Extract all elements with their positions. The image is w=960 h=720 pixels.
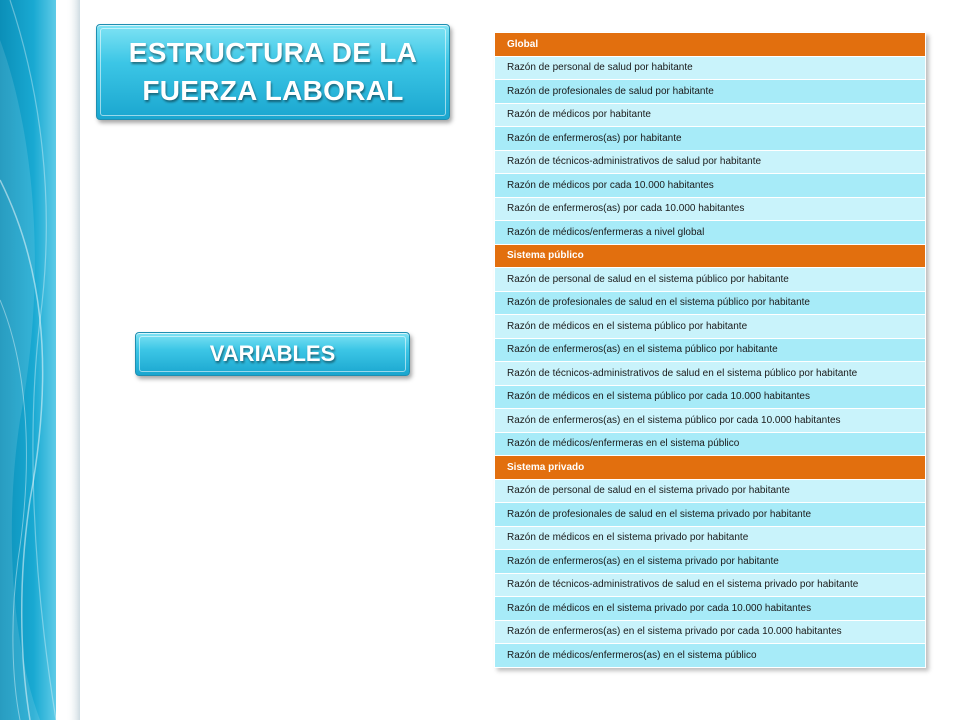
table-row [495,644,926,668]
variables-banner [135,332,410,376]
table-row [495,315,926,339]
table-row [495,56,926,80]
table-row [495,268,926,292]
section-header-row [495,244,926,268]
table-cell: Razón de médicos en el sistema público por habitante [495,315,926,339]
title-banner [96,24,450,120]
table-row [495,338,926,362]
table-cell: Razón de médicos por habitante [495,103,926,127]
table-row [495,197,926,221]
page-title-line2: FUERZA LABORAL [142,75,404,106]
table-cell: Razón de médicos en el sistema privado por cada 10.000 habitantes [495,597,926,621]
table-row [495,503,926,527]
table-row [495,362,926,386]
table-row [495,620,926,644]
table-row [495,550,926,574]
table-cell: Razón de personal de salud en el sistema público por habitante [495,268,926,292]
table-cell: Razón de personal de salud en el sistema privado por habitante [495,479,926,503]
table-row [495,573,926,597]
section-header: Sistema privado [495,456,926,480]
section-header: Global [495,33,926,57]
table-cell: Razón de profesionales de salud por habitante [495,80,926,104]
table-cell: Razón de enfermeros(as) por cada 10.000 habitantes [495,197,926,221]
table-row [495,127,926,151]
table-row [495,103,926,127]
table-row [495,526,926,550]
table-row [495,174,926,198]
table-row [495,291,926,315]
section-header: Sistema público [495,244,926,268]
page-title [123,34,423,110]
table-cell: Razón de enfermeros(as) en el sistema privado por habitante [495,550,926,574]
table-row [495,80,926,104]
table-cell: Razón de enfermeros(as) en el sistema privado por cada 10.000 habitantes [495,620,926,644]
table-cell: Razón de médicos/enfermeras en el sistema público [495,432,926,456]
page-title-line1: ESTRUCTURA DE LA [128,37,418,68]
table-cell: Razón de enfermeros(as) en el sistema público por habitante [495,338,926,362]
variables-label: VARIABLES [209,341,336,366]
table-cell: Razón de médicos por cada 10.000 habitantes [495,174,926,198]
variables-table [494,32,926,668]
table-cell: Razón de personal de salud por habitante [495,56,926,80]
table-row [495,221,926,245]
table-cell: Razón de médicos/enfermeros(as) en el sistema público [495,644,926,668]
table-cell: Razón de enfermeros(as) en el sistema público por cada 10.000 habitantes [495,409,926,433]
table-cell: Razón de técnicos-administrativos de salud por habitante [495,150,926,174]
table-cell: Razón de enfermeros(as) por habitante [495,127,926,151]
table-cell: Razón de médicos en el sistema público por cada 10.000 habitantes [495,385,926,409]
table-row [495,597,926,621]
table-row [495,432,926,456]
table-row [495,409,926,433]
table-row [495,385,926,409]
table-cell: Razón de médicos/enfermeras a nivel global [495,221,926,245]
side-wave-decoration [0,0,80,720]
table-cell: Razón de médicos en el sistema privado por habitante [495,526,926,550]
table-row [495,150,926,174]
table-row [495,479,926,503]
table-cell: Razón de técnicos-administrativos de salud en el sistema privado por habitante [495,573,926,597]
section-header-row [495,33,926,57]
table-cell: Razón de profesionales de salud en el sistema público por habitante [495,291,926,315]
section-header-row [495,456,926,480]
table-cell: Razón de técnicos-administrativos de salud en el sistema público por habitante [495,362,926,386]
table-cell: Razón de profesionales de salud en el sistema privado por habitante [495,503,926,527]
